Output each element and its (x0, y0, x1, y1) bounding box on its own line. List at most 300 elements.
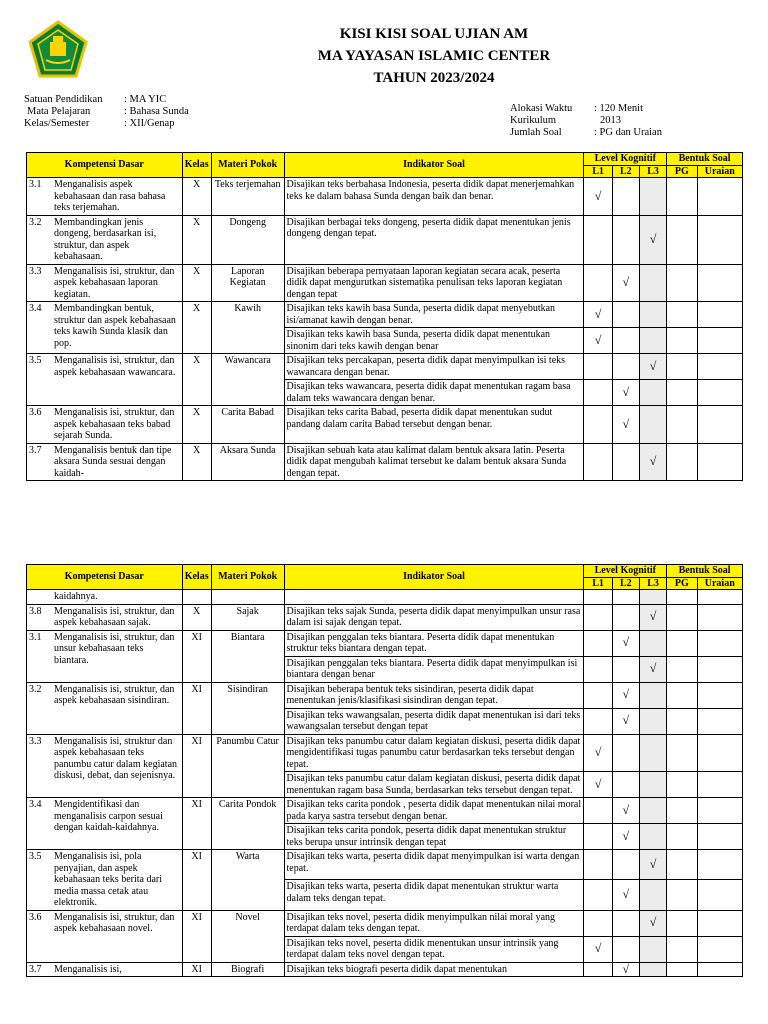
table-row (27, 302, 743, 328)
uraian-cell (697, 936, 742, 962)
indikator-cell: Disajikan teks carita pondok, peserta didik dapat menentukan struktur teks berupa unsur intrinsik dengan tepat (284, 824, 584, 850)
check-mark: √ (622, 802, 630, 817)
level-l1-cell (584, 656, 612, 682)
pg-cell (667, 798, 697, 824)
kelas-cell: XI (182, 734, 211, 798)
check-mark: √ (622, 416, 630, 431)
kd-text: Menganalisis isi, pola penyajian, dan aspek kebahasaan teks berita dari media massa cetak atau elektronik. (54, 851, 163, 908)
table-row (27, 178, 743, 216)
pg-cell (667, 604, 697, 630)
kd-wrap (29, 407, 180, 442)
document-header (0, 0, 768, 95)
kd-number: 3.3 (29, 735, 42, 747)
pg-cell (667, 682, 697, 708)
level-l3-cell (639, 264, 666, 302)
level-l2-cell (612, 734, 639, 772)
level-l3-cell (639, 406, 666, 444)
meta-label: Satuan Pendidikan (24, 94, 103, 105)
kelas-cell: XI (182, 682, 211, 734)
header-kelas: Kelas (182, 565, 211, 590)
indikator-cell: Disajikan teks warta, peserta didik dapat menentukan struktur warta dalam teks dengan tepat. (284, 880, 584, 910)
header-l2: L2 (612, 165, 639, 178)
level-l1-cell (584, 734, 612, 772)
table-row (27, 604, 743, 630)
uraian-cell (697, 328, 742, 354)
kd-number: 3.4 (29, 303, 42, 314)
materi-cell: Novel (211, 910, 284, 962)
pg-cell (667, 406, 697, 444)
kd-wrap (29, 851, 180, 909)
uraian-cell (697, 354, 742, 380)
level-l2-cell (612, 215, 639, 264)
table-row (27, 354, 743, 380)
kd-cell (27, 264, 183, 302)
level-l2-cell (612, 880, 639, 910)
kd-text: Menganalisis isi, struktur, dan aspek kebahasaan teks babad sejarah Sunda. (54, 407, 175, 441)
header-l2: L2 (612, 577, 639, 590)
pg-cell (667, 936, 697, 962)
kd-number: 3.6 (29, 407, 42, 418)
header-bentuk: Bentuk Soal (667, 153, 743, 166)
level-l2-cell (612, 302, 639, 328)
check-mark: √ (622, 275, 630, 289)
indikator-cell: Disajikan sebuah kata atau kalimat dalam bentuk aksara latin. Peserta didik dapat mengubah kalimat tersebut ke dalam bentuk aksara Sunda dengan tepat. (284, 443, 584, 481)
level-l3-cell (639, 354, 666, 380)
kd-number: 3.1 (29, 179, 42, 190)
uraian-cell (697, 910, 742, 936)
pg-cell (667, 910, 697, 936)
indikator-cell: Disajikan teks wawangsalan, peserta didik dapat menentukan isi dari teks wawangsalan tersebut dengan tepat (284, 708, 584, 734)
kelas-cell: X (182, 406, 211, 444)
kd-text: Menganalisis isi, struktur, dan aspek kebahasaan laporan kegiatan. (54, 265, 175, 300)
pg-cell (667, 630, 697, 656)
table-row (27, 215, 743, 264)
check-mark: √ (622, 887, 630, 902)
meta-label: Mata Pelajaran (27, 106, 91, 117)
level-l1-cell (584, 215, 612, 264)
indikator-cell: Disajikan teks wawancara, peserta didik dapat menentukan ragam basa dalam teks wawancara dengan benar. (284, 380, 584, 406)
pg-cell (667, 443, 697, 481)
table-row (27, 264, 743, 302)
kd-text: Menganalisis bentuk dan tipe aksara Sunda sesuai dengan kaidah- (54, 444, 172, 479)
check-mark: √ (622, 962, 630, 976)
level-l1-cell (584, 328, 612, 354)
level-l3-cell (639, 656, 666, 682)
kd-wrap (29, 266, 180, 301)
kd-wrap (29, 736, 180, 782)
level-l2-cell (612, 354, 639, 380)
level-l3-cell (639, 215, 666, 264)
pg-cell (667, 328, 697, 354)
level-l3-cell (639, 734, 666, 772)
uraian-cell (697, 215, 742, 264)
kd-text: Menganalisis isi, struktur, dan aspek kebahasaan wawancara. (54, 355, 176, 378)
kd-number: 3.7 (29, 444, 42, 456)
level-l3-cell (639, 604, 666, 630)
level-l1-cell (584, 354, 612, 380)
indikator-cell: Disajikan teks kawih basa Sunda, peserta didik dapat menentukan sinonim dari teks kawih dengan benar (284, 328, 584, 354)
uraian-cell (697, 656, 742, 682)
indikator-cell: Disajikan beberapa bentuk teks sisindiran, peserta didik dapat menentukan jenis/klasifikasi sisindiran dengan tepat. (284, 682, 584, 708)
kd-number: 3.8 (29, 605, 42, 617)
level-l3-cell (639, 910, 666, 936)
pg-cell (667, 708, 697, 734)
level-l3-cell (639, 936, 666, 962)
kd-text: Menganalisis isi, struktur, dan aspek kebahasaan novel. (54, 911, 175, 934)
meta-label: Kurikulum (510, 115, 557, 126)
level-l1-cell (584, 910, 612, 936)
table-row (27, 734, 743, 772)
uraian-cell (697, 962, 742, 977)
kelas-cell: X (182, 604, 211, 630)
uraian-cell (697, 178, 742, 216)
level-l3-cell (639, 708, 666, 734)
meta-value: : 120 Menit (594, 103, 643, 114)
pg-cell (667, 264, 697, 302)
header-materi: Materi Pokok (211, 153, 284, 178)
materi-cell: Carita Pondok (211, 798, 284, 850)
materi-cell: Teks terjemahan (211, 178, 284, 216)
materi-cell: Panumbu Catur (211, 734, 284, 798)
level-l2-cell (612, 380, 639, 406)
document-title: KISI KISI SOAL UJIAN AM (339, 26, 529, 42)
kd-cell (27, 682, 183, 734)
uraian-cell (697, 264, 742, 302)
materi-cell: Sajak (211, 604, 284, 630)
continuation-text: kaidahnya. (27, 590, 183, 605)
kd-wrap (29, 303, 180, 349)
indikator-cell: Disajikan penggalan teks biantara. Peserta didik dapat menentukan struktur teks biantara dengan tepat. (284, 630, 584, 656)
check-mark: √ (649, 231, 657, 246)
materi-cell: Sisindiran (211, 682, 284, 734)
kd-text: Menganalisis isi, struktur, dan aspek kebahasaan sisindiran. (54, 683, 175, 706)
level-l1-cell (584, 772, 612, 798)
check-mark: √ (622, 384, 630, 399)
kd-text: Menganalisis isi, (54, 963, 122, 975)
kelas-cell: X (182, 215, 211, 264)
table-row (27, 910, 743, 936)
kd-number: 3.7 (29, 963, 42, 975)
level-l2-cell (612, 772, 639, 798)
check-mark: √ (649, 609, 657, 624)
uraian-cell (697, 604, 742, 630)
indikator-cell: Disajikan beberapa pernyataan laporan kegiatan secara acak, peserta didik dapat mengurutkan sistematika penulisan teks laporan kegiatan dengan tepat (284, 264, 584, 302)
level-l3-cell (639, 682, 666, 708)
indikator-cell: Disajikan penggalan teks biantara. Peserta didik dapat menyimpulkan isi biantara dengan benar (284, 656, 584, 682)
kelas-cell: X (182, 443, 211, 481)
level-l1-cell (584, 630, 612, 656)
level-l3-cell (639, 824, 666, 850)
indikator-cell: Disajikan teks percakapan, peserta didik dapat menyimpulkan isi teks wawancara dengan benar. (284, 354, 584, 380)
level-l3-cell (639, 798, 666, 824)
pg-cell (667, 772, 697, 798)
kd-wrap (29, 179, 180, 214)
materi-cell: Dongeng (211, 215, 284, 264)
uraian-cell (697, 824, 742, 850)
header-bentuk: Bentuk Soal (667, 565, 743, 578)
header-kd: Kompetensi Dasar (27, 153, 183, 178)
indikator-cell: Disajikan teks panumbu catur dalam kegiatan diskusi, peserta didik dapat mengidentifikasi tugas panumbu catur berdasarkan teks tersebut dengan tepat. (284, 734, 584, 772)
kd-number: 3.5 (29, 355, 42, 366)
kd-text: Membandingkan jenis dongeng, berdasarkan isi, struktur, dan aspek kebahasaan. (54, 216, 157, 262)
check-mark: √ (622, 713, 630, 728)
header-pg: PG (667, 165, 697, 178)
continuation-row (27, 590, 743, 605)
kd-text: Menganalisis isi, struktur dan aspek kebahasaan teks panumbu catur dalam kegiatan diskusi, debat, dan sejenisnya. (54, 735, 178, 781)
header-pg: PG (667, 577, 697, 590)
table-row (27, 630, 743, 656)
kd-text: Menganalisis aspek kebahasaan dan rasa bahasa teks terjemahan. (54, 179, 166, 213)
table-row (27, 406, 743, 444)
header-l1: L1 (584, 577, 612, 590)
check-mark: √ (649, 915, 657, 930)
table-row (27, 798, 743, 824)
materi-cell: Laporan Kegiatan (211, 264, 284, 302)
check-mark: √ (649, 661, 657, 676)
kd-wrap (29, 355, 180, 378)
header-level: Level Kognitif (584, 153, 667, 166)
pg-cell (667, 354, 697, 380)
uraian-cell (697, 734, 742, 772)
level-l2-cell (612, 850, 639, 880)
header-kd: Kompetensi Dasar (27, 565, 183, 590)
level-l2-cell (612, 936, 639, 962)
table-row (27, 962, 743, 977)
uraian-cell (697, 443, 742, 481)
level-l2-cell (612, 682, 639, 708)
table-row (27, 850, 743, 880)
check-mark: √ (649, 454, 657, 468)
check-mark: √ (649, 856, 657, 871)
kd-cell (27, 910, 183, 962)
kelas-cell: XI (182, 910, 211, 962)
table-row (27, 682, 743, 708)
check-mark: √ (594, 306, 602, 321)
level-l3-cell (639, 328, 666, 354)
level-l3-cell (639, 962, 666, 977)
level-l2-cell (612, 328, 639, 354)
level-l1-cell (584, 264, 612, 302)
materi-cell: Wawancara (211, 354, 284, 406)
kd-cell (27, 215, 183, 264)
kd-cell (27, 798, 183, 850)
uraian-cell (697, 708, 742, 734)
check-mark: √ (594, 745, 602, 759)
materi-cell: Biantara (211, 630, 284, 682)
kd-wrap (29, 912, 180, 935)
kd-wrap (29, 217, 180, 263)
kd-cell (27, 354, 183, 406)
level-l1-cell (584, 682, 612, 708)
kelas-cell: X (182, 178, 211, 216)
meta-right (510, 103, 662, 139)
check-mark: √ (594, 332, 602, 347)
level-l3-cell (639, 380, 666, 406)
check-mark: √ (594, 776, 602, 791)
kd-wrap (29, 684, 180, 707)
pg-cell (667, 380, 697, 406)
pg-cell (667, 656, 697, 682)
level-l3-cell (639, 630, 666, 656)
uraian-cell (697, 380, 742, 406)
grid-table-1 (26, 152, 743, 481)
kd-number: 3.6 (29, 911, 42, 923)
kd-number: 3.2 (29, 683, 42, 695)
materi-cell: Aksara Sunda (211, 443, 284, 481)
kd-cell (27, 604, 183, 630)
level-l2-cell (612, 604, 639, 630)
level-l2-cell (612, 630, 639, 656)
header-l3: L3 (639, 165, 666, 178)
check-mark: √ (649, 358, 657, 373)
kd-cell (27, 734, 183, 798)
level-l1-cell (584, 380, 612, 406)
level-l3-cell (639, 302, 666, 328)
meta-value: : MA YIC (124, 94, 167, 105)
indikator-cell: Disajikan teks novel, peserta didik menyimpulkan nilai moral yang terdapat dalam teks dengan tepat. (284, 910, 584, 936)
level-l1-cell (584, 178, 612, 216)
meta-value: : Bahasa Sunda (124, 106, 189, 117)
meta-label: Alokasi Waktu (510, 103, 573, 114)
uraian-cell (697, 302, 742, 328)
indikator-cell: Disajikan teks panumbu catur dalam kegiatan diskusi, peserta didik dapat menentukan ragam basa Sunda, berdasarkan teks tersebut dengan tepat. (284, 772, 584, 798)
pg-cell (667, 215, 697, 264)
level-l1-cell (584, 936, 612, 962)
kd-wrap (29, 445, 180, 480)
level-l2-cell (612, 824, 639, 850)
level-l2-cell (612, 406, 639, 444)
header-materi: Materi Pokok (211, 565, 284, 590)
kd-number: 3.1 (29, 631, 42, 643)
level-l3-cell (639, 178, 666, 216)
header-l3: L3 (639, 577, 666, 590)
indikator-cell: Disajikan teks sajak Sunda, peserta didik dapat menyimpulkan unsur rasa dalam isi sajak dengan tepat. (284, 604, 584, 630)
header-indikator: Indikator Soal (284, 153, 584, 178)
pg-cell (667, 850, 697, 880)
pg-cell (667, 302, 697, 328)
header-indikator: Indikator Soal (284, 565, 584, 590)
kd-cell (27, 178, 183, 216)
level-l1-cell (584, 406, 612, 444)
meta-value: : XII/Genap (124, 118, 175, 129)
uraian-cell (697, 880, 742, 910)
kd-text: Menganalisis isi, struktur, dan aspek kebahasaan sajak. (54, 605, 175, 628)
uraian-cell (697, 630, 742, 656)
indikator-cell: Disajikan berbagai teks dongeng, peserta didik dapat menentukan jenis dongeng dengan tepat. (284, 215, 584, 264)
kelas-cell: XI (182, 798, 211, 850)
header-level: Level Kognitif (584, 565, 667, 578)
uraian-cell (697, 682, 742, 708)
kd-cell (27, 962, 183, 977)
level-l1-cell (584, 302, 612, 328)
level-l1-cell (584, 604, 612, 630)
school-name: MA YAYASAN ISLAMIC CENTER (317, 48, 551, 64)
kd-number: 3.3 (29, 265, 42, 277)
kd-number: 3.2 (29, 216, 42, 228)
check-mark: √ (622, 828, 630, 843)
uraian-cell (697, 772, 742, 798)
kd-wrap (29, 606, 180, 629)
uraian-cell (697, 406, 742, 444)
meta-value: : PG dan Uraian (594, 127, 662, 138)
school-year: TAHUN 2023/2024 (373, 70, 495, 86)
kd-cell (27, 443, 183, 481)
kd-wrap (29, 964, 180, 976)
kelas-cell: X (182, 264, 211, 302)
kd-text: Membandingkan bentuk, struktur dan aspek kebahasaan teks kawih Sunda klasik dan pop. (54, 303, 176, 349)
header-kelas: Kelas (182, 153, 211, 178)
level-l1-cell (584, 798, 612, 824)
pg-cell (667, 178, 697, 216)
indikator-cell: Disajikan teks berbahasa Indonesia, peserta didik dapat menerjemahkan teks ke dalam bahasa Sunda dengan baik dan benar. (284, 178, 584, 216)
level-l2-cell (612, 910, 639, 936)
uraian-cell (697, 850, 742, 880)
check-mark: √ (594, 941, 602, 956)
level-l1-cell (584, 880, 612, 910)
level-l3-cell (639, 850, 666, 880)
level-l2-cell (612, 708, 639, 734)
indikator-cell: Disajikan teks carita pondok , peserta didik dapat menentukan nilai moral pada karya sastra tersebut dengan benar. (284, 798, 584, 824)
header-l1: L1 (584, 165, 612, 178)
meta-label: Jumlah Soal (510, 127, 562, 138)
kelas-cell: XI (182, 850, 211, 911)
materi-cell: Kawih (211, 302, 284, 354)
kd-cell (27, 850, 183, 911)
kd-cell (27, 406, 183, 444)
kd-wrap (29, 799, 180, 834)
level-l1-cell (584, 708, 612, 734)
level-l2-cell (612, 264, 639, 302)
check-mark: √ (622, 635, 630, 650)
kd-number: 3.4 (29, 799, 42, 810)
table-row (27, 443, 743, 481)
materi-cell: Carita Babad (211, 406, 284, 444)
kelas-cell: XI (182, 630, 211, 682)
indikator-cell: Disajikan teks carita Babad, peserta didik dapat menentukan sudut pandang dalam carita Babad tersebut dengan benar. (284, 406, 584, 444)
level-l1-cell (584, 443, 612, 481)
check-mark: √ (622, 687, 630, 702)
level-l3-cell (639, 772, 666, 798)
materi-cell: Warta (211, 850, 284, 911)
kd-cell (27, 302, 183, 354)
kelas-cell: X (182, 354, 211, 406)
kd-wrap (29, 632, 180, 667)
kd-number: 3.5 (29, 851, 42, 862)
level-l3-cell (639, 443, 666, 481)
level-l2-cell (612, 798, 639, 824)
kelas-cell: XI (182, 962, 211, 977)
pg-cell (667, 734, 697, 772)
kd-text: Menganalisis isi, struktur, dan unsur kebahasaan teks biantara. (54, 631, 175, 666)
header-uraian: Uraian (697, 165, 742, 178)
materi-cell: Biografi (211, 962, 284, 977)
kelas-cell: X (182, 302, 211, 354)
pg-cell (667, 824, 697, 850)
level-l1-cell (584, 850, 612, 880)
kd-cell (27, 630, 183, 682)
meta-value: 2013 (600, 115, 621, 126)
level-l2-cell (612, 443, 639, 481)
pg-cell (667, 880, 697, 910)
grid-table-2 (26, 564, 743, 977)
check-mark: √ (594, 188, 602, 203)
meta-label: Kelas/Semester (24, 118, 90, 129)
indikator-cell: Disajikan teks warta, peserta didik dapat menyimpulkan isi warta dengan tepat. (284, 850, 584, 880)
header-uraian: Uraian (697, 577, 742, 590)
level-l3-cell (639, 880, 666, 910)
kd-text: Mengidentifikasi dan menganalisis carpon sesuai dengan kaidah-kaidahnya. (54, 799, 163, 833)
indikator-cell: Disajikan teks kawih basa Sunda, peserta didik dapat menyebutkan isi/amanat kawih dengan benar. (284, 302, 584, 328)
